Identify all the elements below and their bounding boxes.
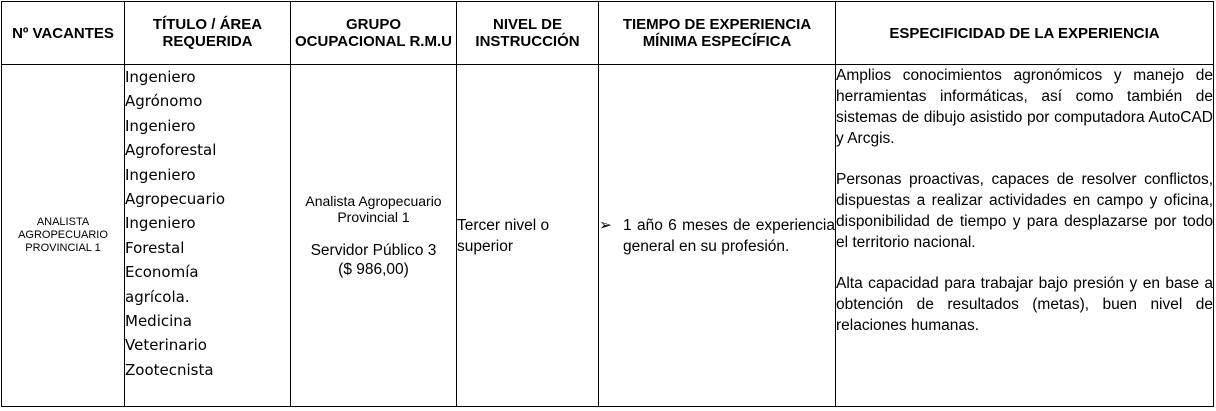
- titulo-line: Agrónomo: [125, 92, 203, 111]
- especificidad-paragraph: Personas proactivas, capaces de resolver conflictos, dispuestas a realizar actividades en campo y oficina, disponibilidad de tiempo y para desplazarse por todo el territorio nacional.: [836, 171, 1213, 251]
- titulo-line: Medicina: [125, 312, 192, 331]
- tiempo-text: 1 año 6 meses de experiencia general en su profesión.: [623, 216, 835, 255]
- header-especificidad: ESPECIFICIDAD DE LA EXPERIENCIA: [836, 2, 1214, 65]
- vacancy-row: [2, 65, 1214, 407]
- vacantes-cell: ANALISTA AGROPECUARIO PROVINCIAL 1: [2, 65, 125, 407]
- titulo-line: Economía: [125, 263, 199, 282]
- grupo-puesto: Analista Agropecuario Provincial 1: [305, 192, 442, 225]
- titulo-line: Veterinario: [125, 336, 207, 355]
- titulo-line: Ingeniero: [125, 214, 196, 233]
- header-vacantes: Nº VACANTES: [2, 2, 125, 65]
- nivel-cell: Tercer nivel o superior: [457, 65, 599, 407]
- titulo-line: Forestal: [125, 238, 185, 257]
- especificidad-paragraph: Alta capacidad para trabajar bajo presión y en base a obtención de resultados (metas), buen nivel de relaciones humanas.: [836, 275, 1213, 334]
- titulo-line: Ingeniero: [125, 68, 196, 86]
- titulo-line: Zootecnista: [125, 360, 214, 379]
- titulo-line: Agroforestal: [125, 141, 217, 160]
- header-nivel: NIVEL DE INSTRUCCIÓN: [457, 2, 599, 65]
- grupo-rmu: ($ 986,00): [338, 260, 409, 278]
- grupo-servidor: Servidor Público 3: [310, 241, 437, 259]
- titulo-line: Ingeniero: [125, 165, 196, 184]
- header-grupo: GRUPO OCUPACIONAL R.M.U: [291, 2, 457, 65]
- tiempo-cell: [599, 65, 836, 407]
- header-tiempo: TIEMPO DE EXPERIENCIA MÍNIMA ESPECÍFICA: [599, 2, 836, 65]
- grupo-cell: [291, 65, 457, 407]
- vacancy-table: [1, 1, 1214, 407]
- titulo-line: Ingeniero: [125, 116, 196, 135]
- header-titulo: TÍTULO / ÁREA REQUERIDA: [125, 2, 291, 65]
- titulo-line: Agropecuario: [125, 190, 226, 209]
- titulo-cell: [125, 65, 291, 407]
- titulo-line: agrícola.: [125, 287, 190, 306]
- header-row: [2, 2, 1214, 65]
- especificidad-cell: [836, 65, 1214, 407]
- especificidad-paragraph: Amplios conocimientos agronómicos y manejo de herramientas informáticas, así como también de sistemas de dibujo asistido por computadora AutoCAD y Arcgis.: [836, 67, 1213, 147]
- arrow-bullet-icon: ➢: [599, 216, 612, 234]
